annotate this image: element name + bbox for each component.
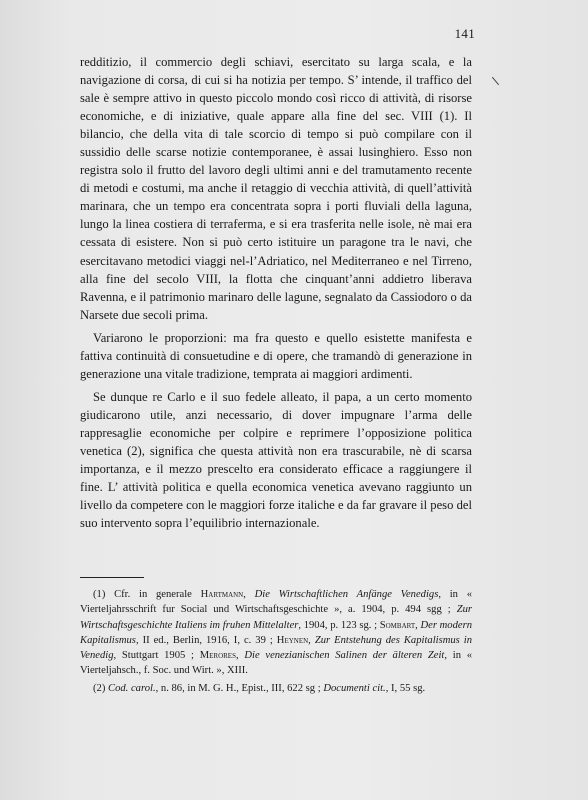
author-name: Hartmann: [200, 589, 244, 600]
main-text: [80, 53, 472, 532]
page-number: 141: [454, 26, 475, 41]
paragraph-3: Se dunque re Carlo e il suo fedele alleato, il papa, a un certo momento giudicarono utile, anzi necessario, di dover impugnare l’arma delle rappresaglie economiche per colpire e reprimere l’opposizione politica venetica (2), significa che questa attività non era trascurabile, nè di scarsa importanza, e il mezzo prescelto era considerato efficace a raggiungere il fine. L’ attività politica e quella economica venetica avevano raggiunto un livello da competere con le maggiori forze italiche e da far gravare il peso del suo intervento sopra l’equilibrio internazionale.: [80, 389, 472, 531]
footnote-1: (1) Cfr. in generale Hartmann, Die Wirtschaftlichen Anfänge Venedigs, in « Vierteljahrsschrift fur Social und Wirtschaftsgeschichte », a. 1904, p. 494 sgg ; Zur Wirtschaftsgeschichte Italiens im fruhen Mittelalter, 1904, p. 123 sg. ; Sombart, Der modern Kapitalismus, II ed., Berlin, 1916, I, c. 39 ; Heynen, Zur Entstehung des Kapitalismus in Venedig, Stuttgart 1905 ; Merores, Die venezianischen Salinen der älteren Zeit, in « Vierteljahsch., f. Soc. und Wirt. », XIII.: [80, 589, 473, 677]
work-title: Die venezianischen Salinen der älteren Zeit: [244, 650, 445, 662]
work-title: Die Wirtschaftlichen Anfänge Venedigs: [254, 589, 439, 600]
author-name: Sombart: [379, 619, 416, 631]
footnote-divider: [80, 577, 144, 578]
paragraph-1: redditizio, il commercio degli schiavi, esercitato su larga scala, e la navigazione di corsa, di cui si ha notizia per tempo. S’ intende, il traffico del sale è sempre attivo in questo piccolo mondo così ricco di attività, di risorse economiche, e di iniziative, quale appare alla fine del sec. VIII (1). Il bilancio, che della vita di tale scorcio di tempo si può compilare con il sussidio delle scarse notizie contemporanee, è assai lusinghiero. Esso non registra solo il frutto del lavoro degli ultimi anni e del tramutamento recente di metodi e costumi, ma anche il retaggio di vecchia attività, di quell’attività marinara, che un tempo era concentrata sopra i porti fluviali della laguna, lungo la linea costiera di terraferma, e si era trasferita nelle isole, nè mai era cessata di esistere. Non si può certo istituire un paragone tra le navi, che esercitavano metodici viaggi nel-l’Adriatico, nel Mediterraneo e nel Tirreno, alla fine del secolo VIII, la flotta che cinquant’anni addietro liberava Ravenna, e il patrimonio marinaro delle lagune, segnalato da Cassiodoro o da Narsete due secoli prima.: [80, 55, 472, 322]
work-title: Cod. carol.: [108, 682, 156, 694]
footnote-2: (2) Cod. carol., n. 86, in M. G. H., Epist., III, 622 sg ; Documenti cit., I, 55 sg.: [93, 682, 426, 694]
footnotes: [80, 587, 472, 696]
paragraph-2: Variarono le proporzioni: ma fra questo e quello esistette manifesta e fattiva continuità di consuetudine e di opere, che tramandò di generazione in generazione una vitale tradizione, temprata ai maggiori ardimenti.: [80, 330, 472, 381]
margin-mark: [492, 77, 499, 85]
work-title: Der modern Kapitalismus: [80, 619, 472, 646]
work-title: Documenti cit.: [323, 682, 386, 694]
author-name: Heynen: [276, 634, 309, 646]
author-name: Merores: [199, 650, 236, 662]
work-title: Zur Wirtschaftsgeschichte Italiens im fruhen Mittelalter: [80, 604, 472, 631]
work-title: Zur Entstehung des Kapitalismus in Venedig: [80, 634, 472, 662]
